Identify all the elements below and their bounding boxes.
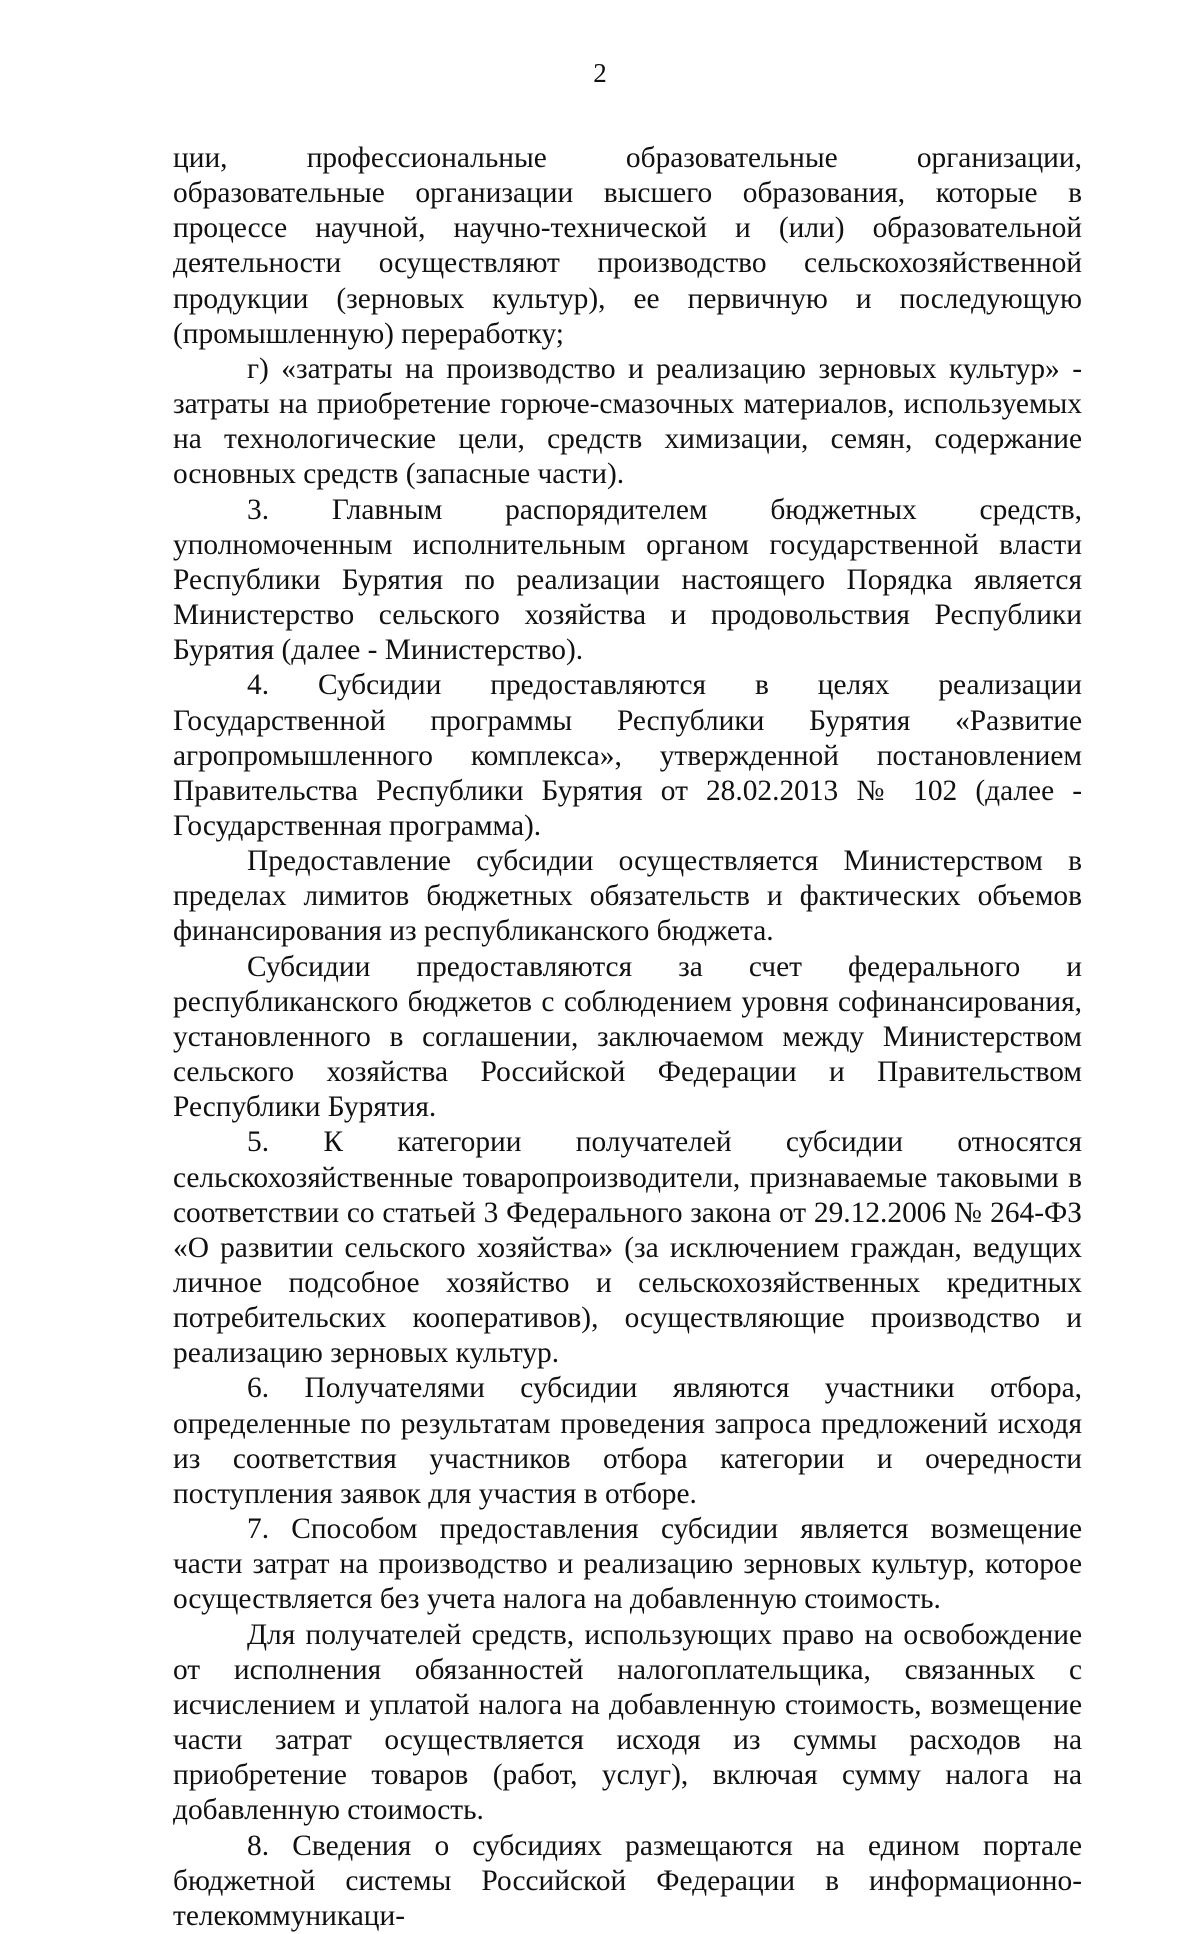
paragraph-item-3: 3. Главным распорядителем бюджетных средств, уполномоченным исполнительным органом государственной власти Республики Бурятия по реализации настоящего Порядка является Министерство сельского хозяйства и продовольствия Республики Бурятия (далее - Министерство). bbox=[173, 493, 1082, 667]
page-number: 2 bbox=[593, 58, 607, 88]
paragraph-item-7: 7. Способом предоставления субсидии является возмещение части затрат на производство и реализацию зерновых культур, которое осуществляется без учета налога на добавленную стоимость. bbox=[173, 1513, 1082, 1616]
paragraph-item-6: 6. Получателями субсидии являются участники отбора, определенные по результатам проведения запроса предложений исходя из соответствия участников отбора категории и очередности поступления заявок для участия в отборе. bbox=[173, 1372, 1082, 1510]
paragraph-clause-g: г) «затраты на производство и реализацию зерновых культур» - затраты на приобретение горюче-смазочных материалов, используемых на технологические цели, средств химизации, семян, содержание основных средств (запасные части). bbox=[173, 352, 1082, 491]
paragraph-item-4: 4. Субсидии предоставляются в целях реализации Государственной программы Республики Бурятия «Развитие агропромышленного комплекса», утвержденной постановлением Правительства Республики Бурятия от 28.02.2013 № 102 (далее - Государственная программа). bbox=[173, 669, 1082, 842]
paragraph-item-8: 8. Сведения о субсидиях размещаются на едином портале бюджетной системы Российской Федерации в информационно-телекоммуникаци- bbox=[173, 1829, 1082, 1932]
document-body bbox=[173, 141, 1082, 1934]
paragraph-continuation: ции, профессиональные образовательные организации, образовательные организации высшего образования, которые в процессе научной, научно-технической и (или) образовательной деятельности осуществляют производство сельскохозяйственной продукции (зерновых культур), ее первичную и последующую (промышленную) переработку; bbox=[173, 142, 1082, 350]
paragraph-item-5: 5. К категории получателей субсидии относятся сельскохозяйственные товаропроизводители, признаваемые таковыми в соответствии со статьей 3 Федерального закона от 29.12.2006 № 264-ФЗ «О развитии сельского хозяйства» (за исключением граждан, ведущих личное подсобное хозяйство и сельскохозяйственных кредитных потребительских кооперативов), осуществляющие производство и реализацию зерновых культур. bbox=[173, 1126, 1082, 1370]
paragraph-item-4-budgets: Субсидии предоставляются за счет федерального и республиканского бюджетов с соблюдением уровня софинансирования, установленного в соглашении, заключаемом между Министерством сельского хозяйства Российской Федерации и Правительством Республики Бурятия. bbox=[173, 950, 1082, 1124]
paragraph-item-4-financing: Предоставление субсидии осуществляется Министерством в пределах лимитов бюджетных обязательств и фактических объемов финансирования из республиканского бюджета. bbox=[173, 845, 1082, 948]
paragraph-item-7-vat: Для получателей средств, использующих право на освобождение от исполнения обязанностей налогоплательщика, связанных с исчислением и уплатой налога на добавленную стоимость, возмещение части затрат осуществляется исходя из суммы расходов на приобретение товаров (работ, услуг), включая сумму налога на добавленную стоимость. bbox=[173, 1618, 1082, 1827]
